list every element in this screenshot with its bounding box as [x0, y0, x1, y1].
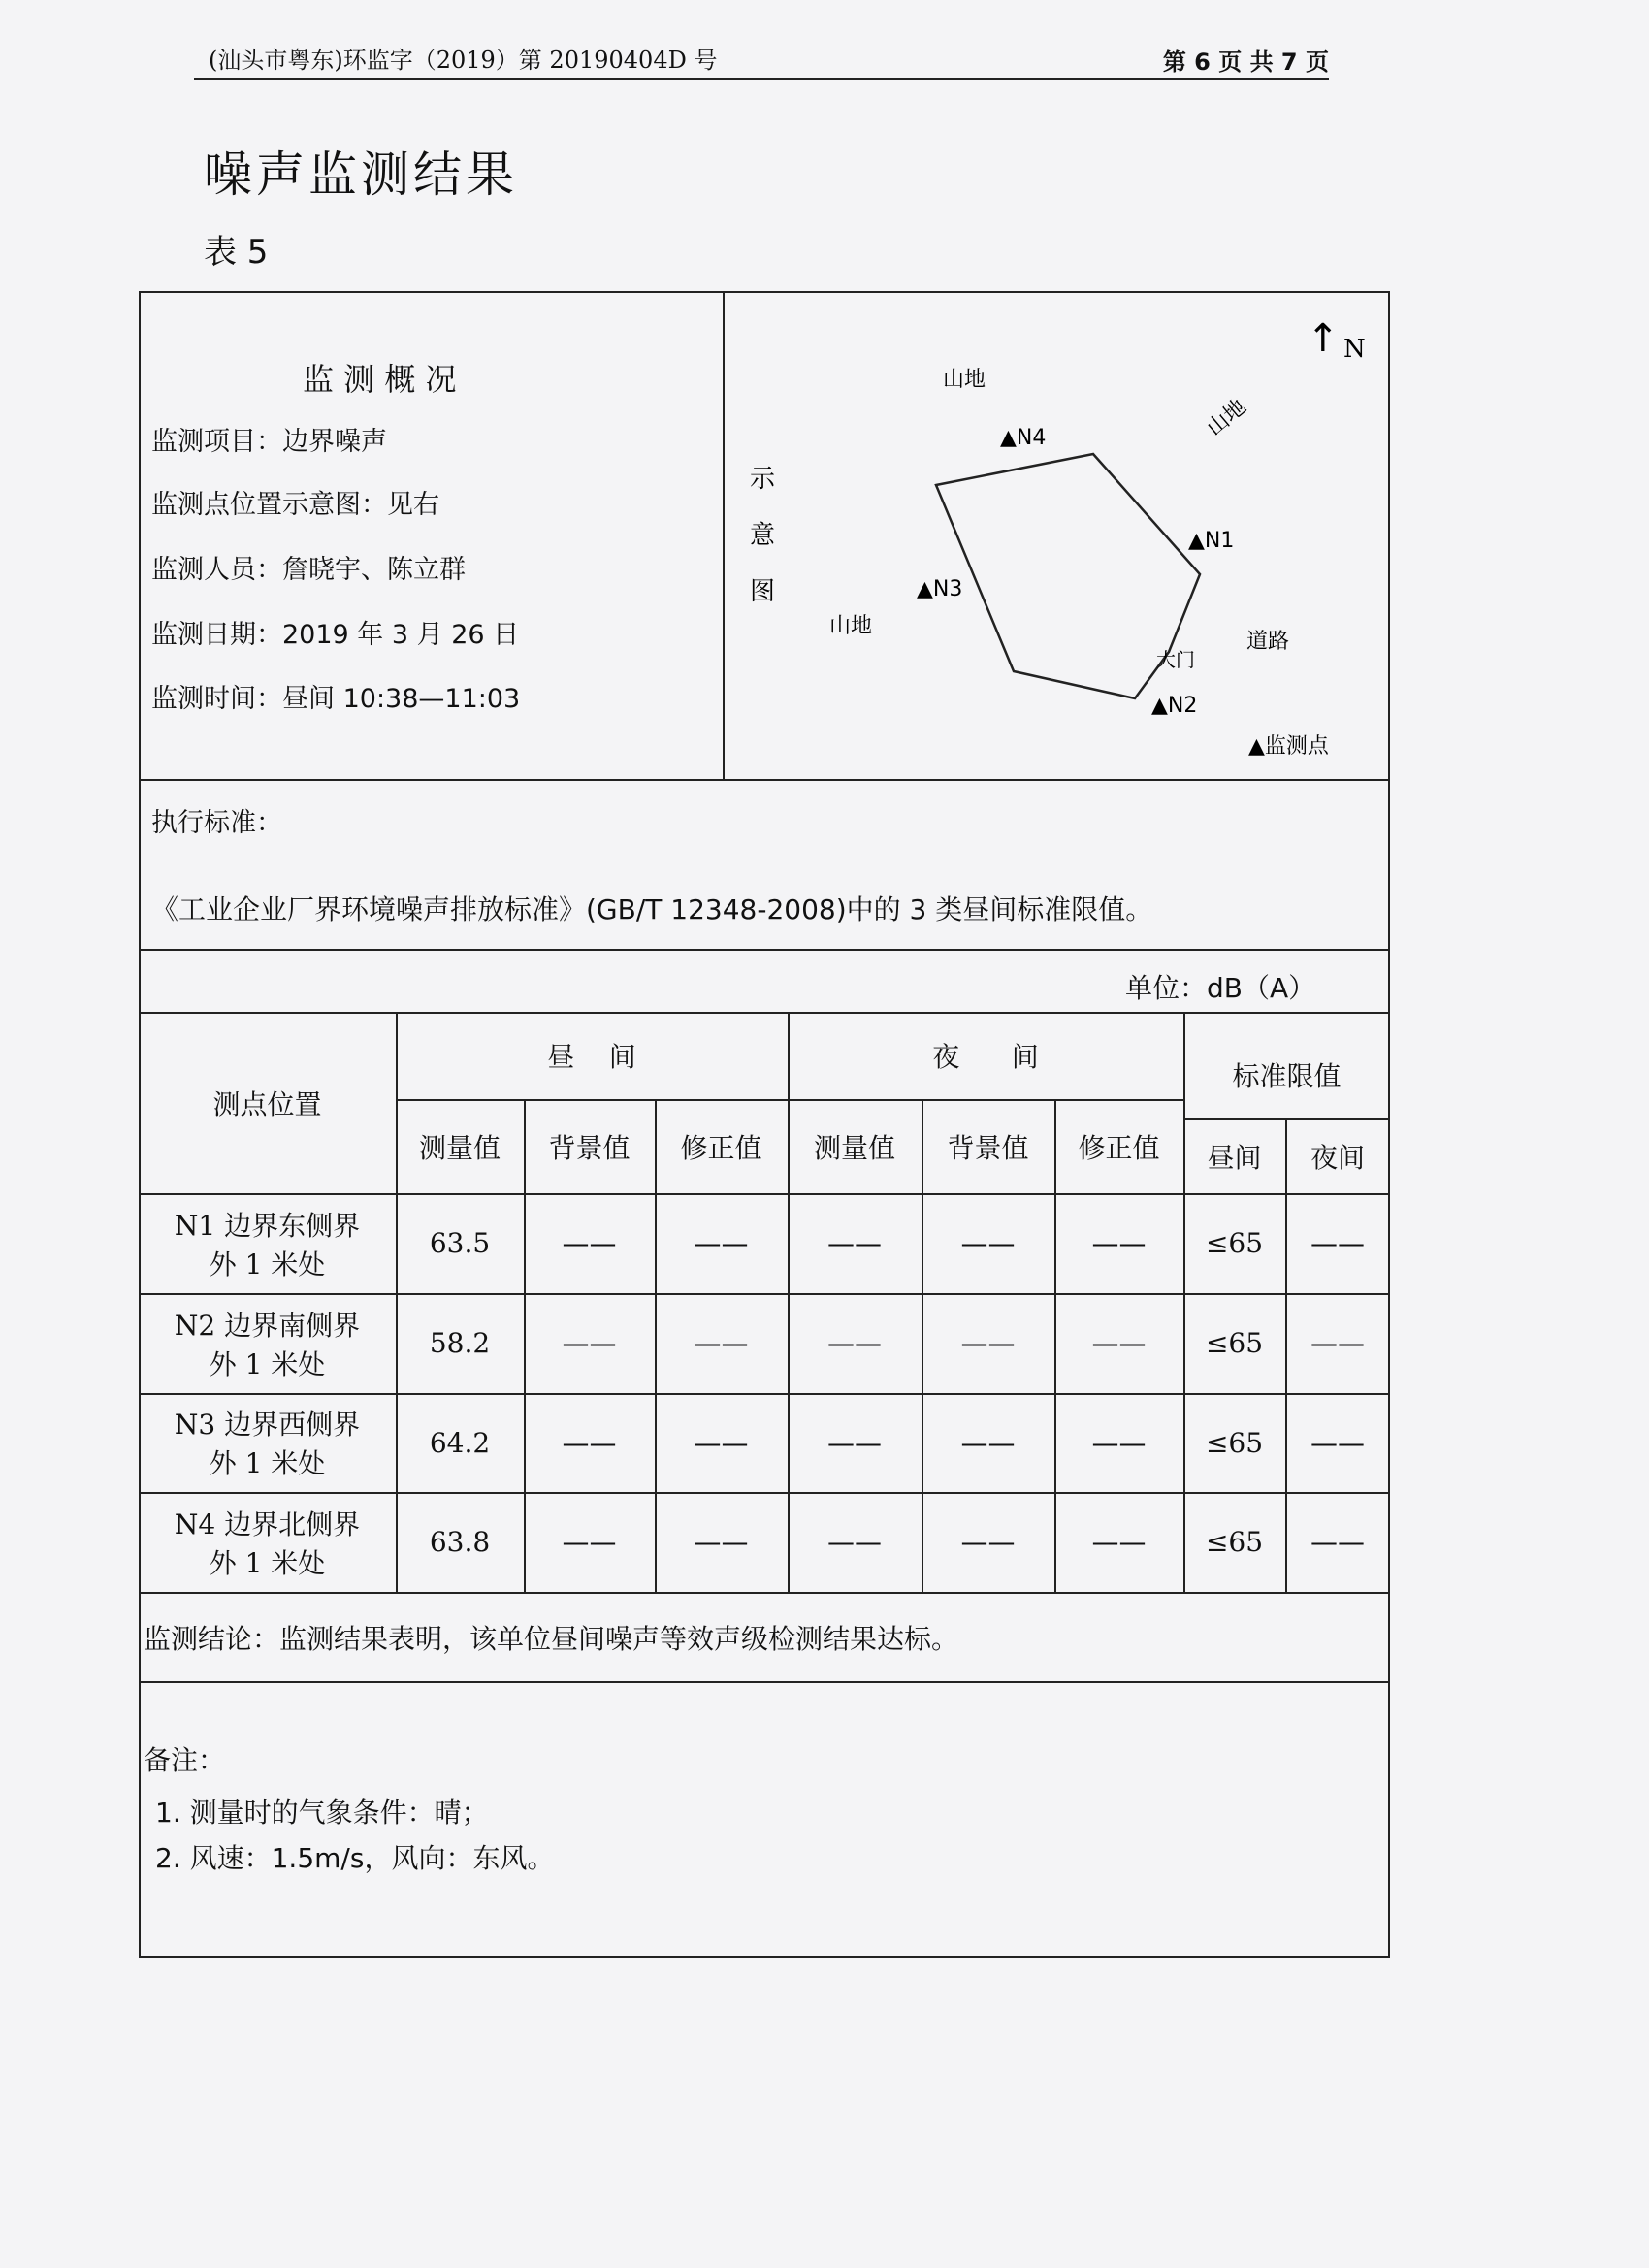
table-row-location — [139, 1393, 396, 1492]
table-row-location — [139, 1492, 396, 1592]
north-label: N — [1343, 335, 1366, 364]
point-n2: ▲N2 — [1151, 694, 1198, 718]
header-night-background: 背景值 — [947, 1131, 1029, 1164]
header-limit: 标准限值 — [1232, 1060, 1342, 1092]
row-night-background: —— — [960, 1327, 1016, 1359]
remark-item-1: 1. 测量时的气象条件：晴； — [155, 1797, 489, 1829]
row-day-corrected: —— — [694, 1327, 749, 1359]
table-row-location — [139, 1293, 396, 1393]
site-diagram — [725, 293, 1388, 778]
row-location-line2: 外 1 米处 — [209, 1247, 326, 1280]
row-location-line1: N2 边界南侧界 — [174, 1309, 361, 1342]
row-night-corrected: —— — [1091, 1526, 1147, 1558]
row-limit-day: ≤65 — [1205, 1327, 1264, 1359]
overview-time: 监测时间：昼间 10:38—11:03 — [151, 684, 521, 714]
header-limit-day: 昼间 — [1207, 1141, 1262, 1174]
row-limit-night: —— — [1310, 1426, 1365, 1459]
row-day-measured: 58.2 — [429, 1327, 491, 1359]
header-night: 夜 间 — [932, 1041, 1039, 1073]
section-rule-1 — [139, 779, 1390, 781]
row-day-measured: 64.2 — [429, 1426, 491, 1459]
standard-label: 执行标准： — [151, 808, 282, 838]
section-rule-4 — [139, 1681, 1390, 1683]
header-day: 昼 间 — [547, 1041, 636, 1073]
row-night-corrected: —— — [1091, 1426, 1147, 1459]
diagram-side-label-1: 示 — [750, 465, 776, 494]
row-limit-night: —— — [1310, 1327, 1365, 1359]
row-day-corrected: —— — [694, 1526, 749, 1558]
row-night-background: —— — [960, 1426, 1016, 1459]
table-label: 表 5 — [204, 233, 269, 272]
row-day-measured: 63.8 — [429, 1526, 491, 1558]
row-night-corrected: —— — [1091, 1327, 1147, 1359]
row-night-measured: —— — [827, 1327, 882, 1359]
point-n1: ▲N1 — [1188, 529, 1235, 553]
overview-date: 监测日期：2019 年 3 月 26 日 — [151, 620, 520, 650]
header-day-background: 背景值 — [548, 1131, 630, 1164]
overview-staff: 监测人员：詹晓宇、陈立群 — [151, 555, 466, 585]
label-mountain-right: 山地 — [1202, 395, 1251, 441]
unit-label: 单位：dB（A） — [1125, 972, 1316, 1004]
document-number: (汕头市粤东)环监字（2019）第 20190404D 号 — [209, 47, 718, 74]
row-location-line2: 外 1 米处 — [209, 1447, 326, 1479]
row-night-measured: —— — [827, 1526, 882, 1558]
overview-location: 监测点位置示意图：见右 — [151, 490, 439, 520]
row-limit-day: ≤65 — [1205, 1227, 1264, 1259]
row-limit-day: ≤65 — [1205, 1426, 1264, 1459]
section-rule-2 — [139, 949, 1390, 951]
point-n4: ▲N4 — [1000, 426, 1047, 450]
row-day-background: —— — [562, 1227, 617, 1259]
label-road: 道路 — [1246, 630, 1290, 654]
page-title: 噪声监测结果 — [204, 146, 518, 203]
row-day-background: —— — [562, 1327, 617, 1359]
remark-item-2: 2. 风速：1.5m/s，风向：东风。 — [155, 1842, 555, 1874]
row-night-background: —— — [960, 1526, 1016, 1558]
legend-monitoring-point: ▲监测点 — [1248, 734, 1329, 759]
header-night-corrected: 修正值 — [1078, 1131, 1160, 1164]
row-location-line2: 外 1 米处 — [209, 1347, 326, 1380]
label-gate: 大门 — [1156, 648, 1195, 671]
label-mountain-left: 山地 — [829, 614, 873, 638]
header-day-measured: 测量值 — [418, 1131, 501, 1164]
diagram-side-label-2: 意 — [750, 521, 776, 550]
header-location: 测点位置 — [212, 1087, 322, 1120]
row-night-corrected: —— — [1091, 1227, 1147, 1259]
header-night-measured: 测量值 — [813, 1131, 895, 1164]
row-limit-day: ≤65 — [1205, 1526, 1264, 1558]
north-arrow-icon: ↑ — [1307, 316, 1340, 361]
row-day-background: —— — [562, 1526, 617, 1558]
row-day-measured: 63.5 — [429, 1227, 491, 1259]
header-limit-night: 夜间 — [1310, 1141, 1365, 1174]
standard-text: 《工业企业厂界环境噪声排放标准》(GB/T 12348-2008)中的 3 类昼间标准限值。 — [151, 893, 1153, 925]
row-night-measured: —— — [827, 1426, 882, 1459]
point-n3: ▲N3 — [917, 577, 963, 601]
header-rule — [194, 78, 1329, 80]
conclusion-text: 监测结论：监测结果表明，该单位昼间噪声等效声级检测结果达标。 — [144, 1623, 959, 1655]
header-day-corrected: 修正值 — [680, 1131, 762, 1164]
row-location-line1: N3 边界西侧界 — [174, 1409, 361, 1441]
row-night-measured: —— — [827, 1227, 882, 1259]
row-location-line1: N1 边界东侧界 — [174, 1209, 361, 1242]
label-mountain-top: 山地 — [943, 368, 986, 392]
overview-item: 监测项目：边界噪声 — [151, 427, 387, 457]
row-location-line1: N4 边界北侧界 — [174, 1507, 361, 1540]
row-day-background: —— — [562, 1426, 617, 1459]
diagram-side-label-3: 图 — [750, 577, 776, 606]
table-row-location — [139, 1193, 396, 1293]
row-limit-night: —— — [1310, 1227, 1365, 1259]
remarks-label: 备注： — [144, 1744, 226, 1776]
grid-row-5 — [139, 1592, 1390, 1594]
row-day-corrected: —— — [694, 1227, 749, 1259]
page-info: 第 6 页 共 7 页 — [1162, 49, 1329, 76]
row-limit-night: —— — [1310, 1526, 1365, 1558]
row-night-background: —— — [960, 1227, 1016, 1259]
overview-heading: 监 测 概 况 — [303, 361, 457, 398]
row-location-line2: 外 1 米处 — [209, 1546, 326, 1579]
row-day-corrected: —— — [694, 1426, 749, 1459]
